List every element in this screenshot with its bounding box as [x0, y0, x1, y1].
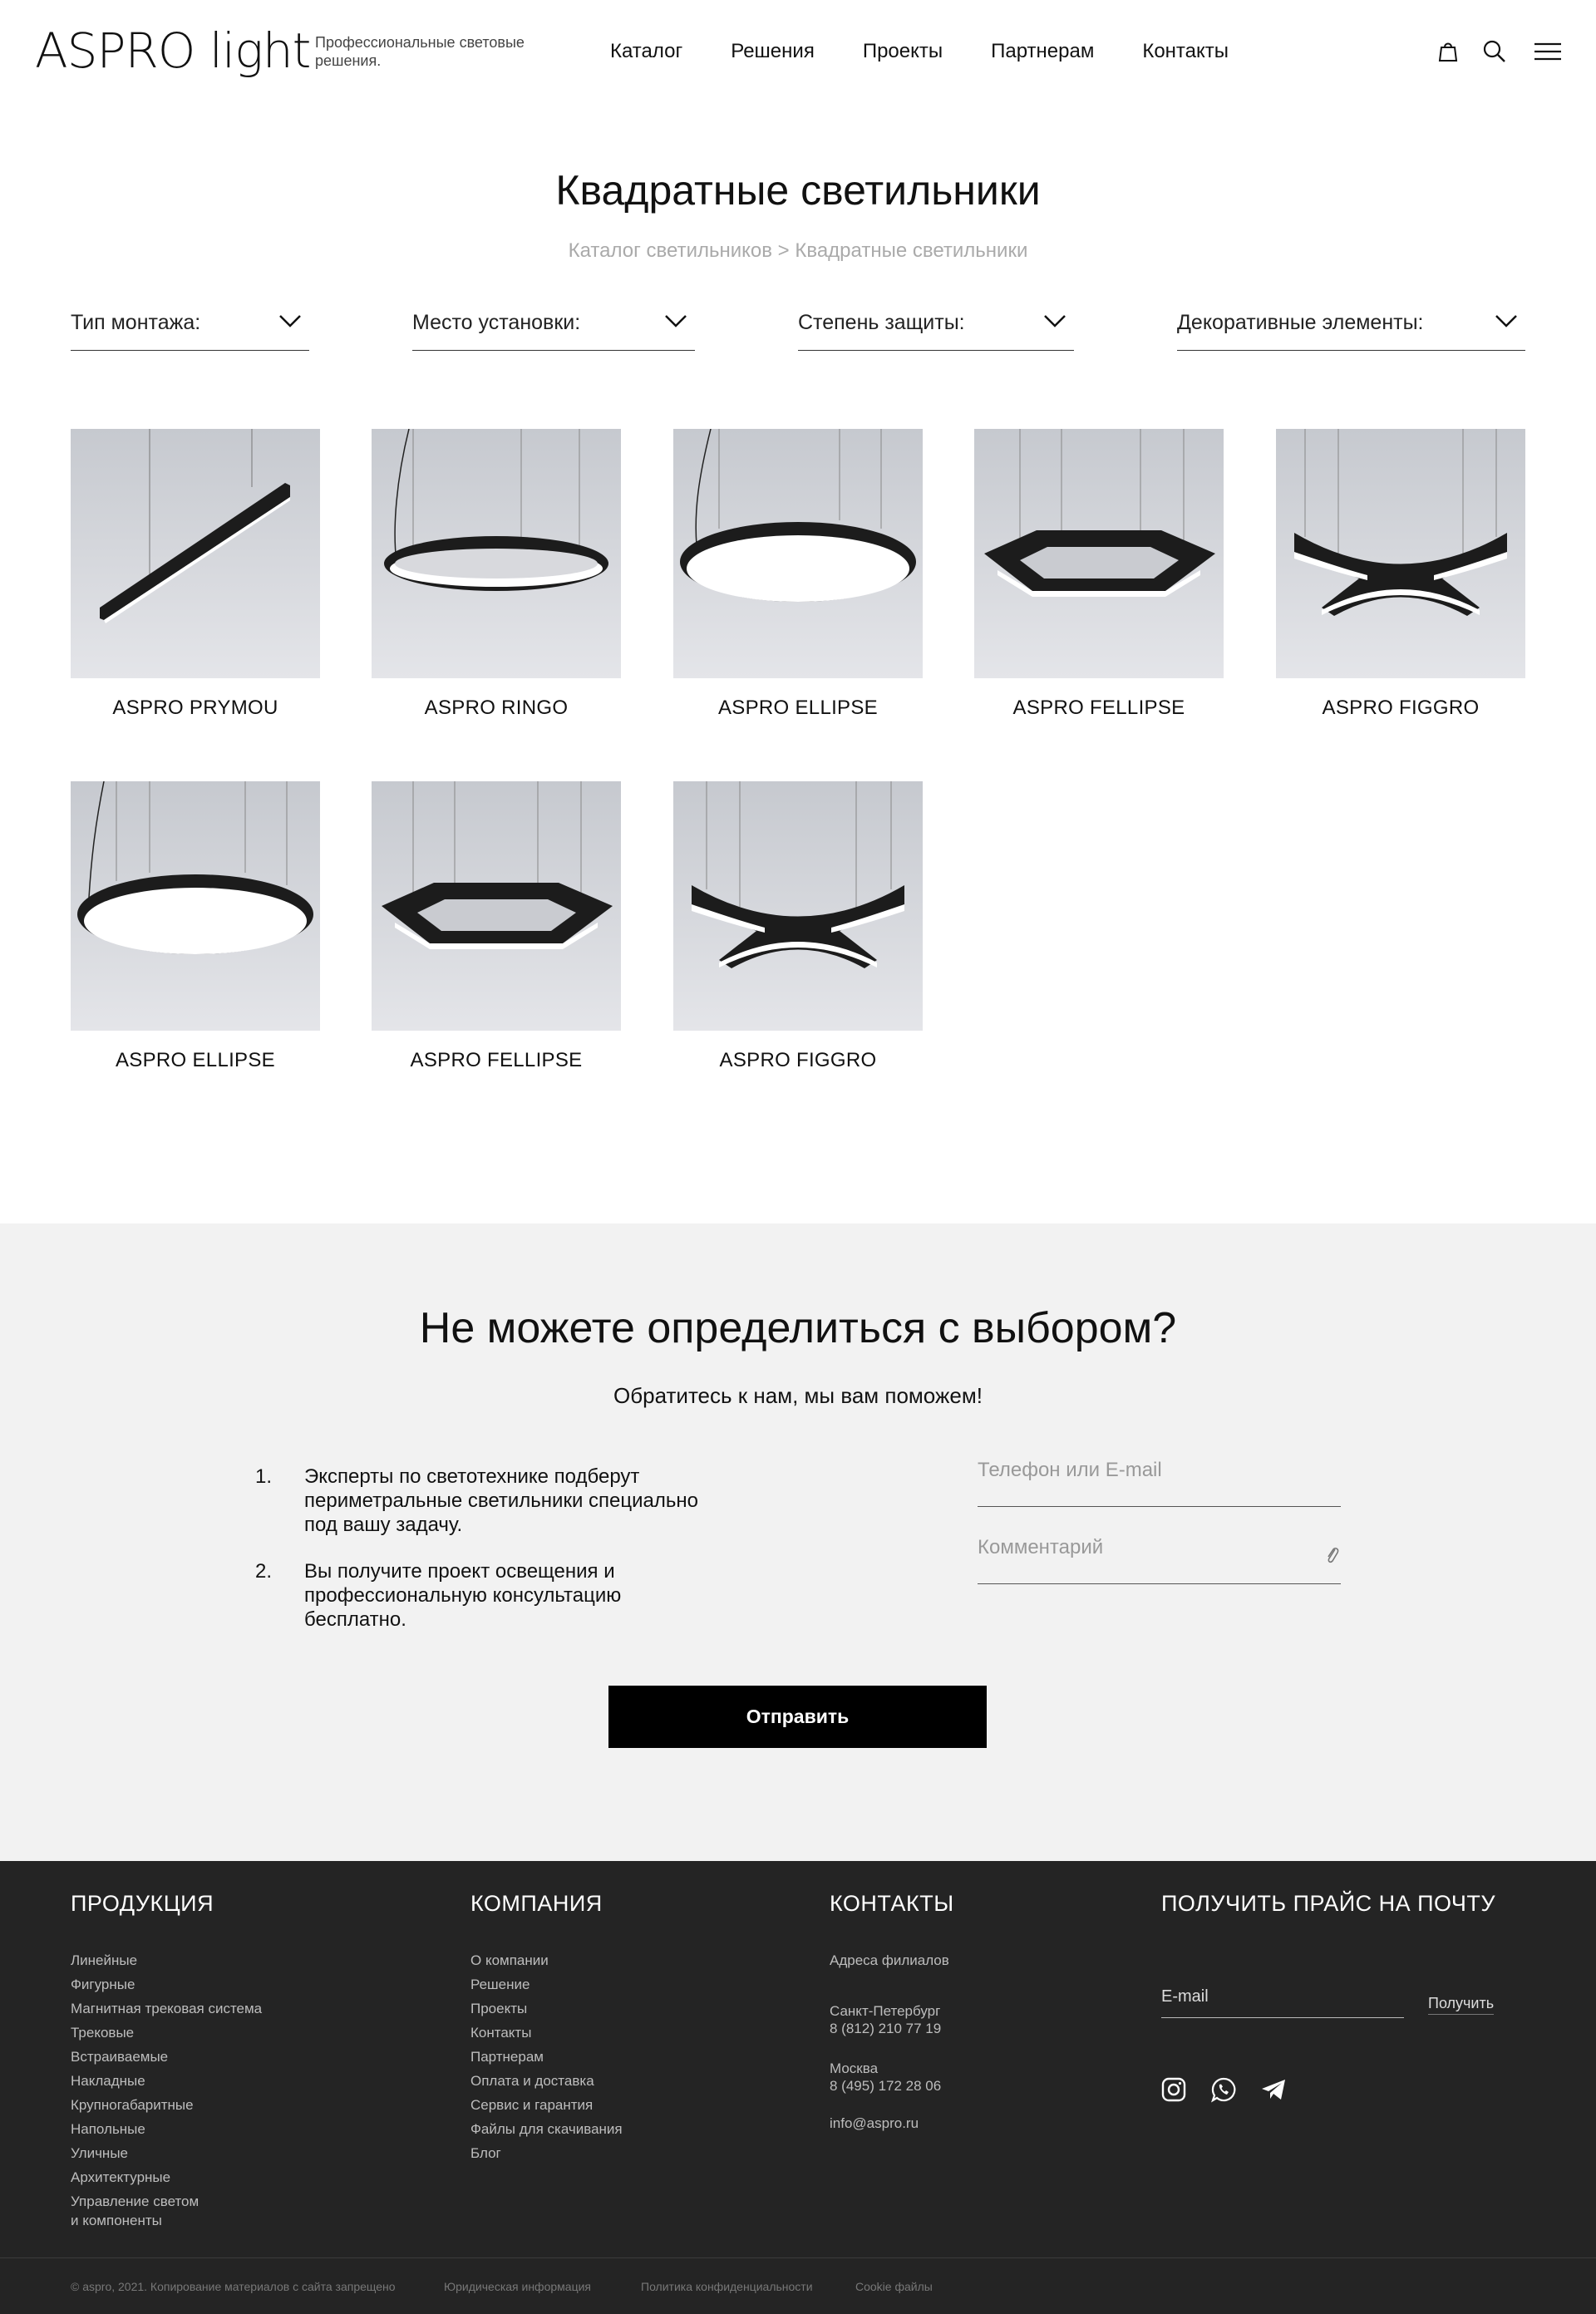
- product-image[interactable]: [673, 429, 923, 678]
- main-nav: [610, 38, 1277, 65]
- instagram-icon[interactable]: [1160, 2076, 1187, 2103]
- price-email-field[interactable]: [1161, 1987, 1404, 2018]
- filter-label: Место установки:: [412, 311, 581, 334]
- filter-label: Степень защиты:: [798, 311, 965, 334]
- footer-link[interactable]: Линейные: [71, 1952, 138, 1968]
- step-text: Эксперты по светотехнике подберут периметральные светильники специально под вашу задачу.: [304, 1465, 698, 1536]
- footer-link[interactable]: Архитектурные: [71, 2169, 171, 2185]
- paperclip-icon[interactable]: [1324, 1544, 1341, 1566]
- product-card[interactable]: [71, 781, 320, 1072]
- chevron-down-icon: [663, 313, 688, 329]
- page-title: Квадратные светильники: [555, 167, 1041, 214]
- footer-link[interactable]: Решение: [470, 1977, 530, 1992]
- product-card[interactable]: [1276, 429, 1525, 720]
- whatsapp-icon[interactable]: [1210, 2076, 1237, 2103]
- product-name[interactable]: ASPRO FIGGRO: [719, 1049, 877, 1071]
- comment-field[interactable]: [978, 1524, 1341, 1584]
- filter-label: Тип монтажа:: [71, 311, 201, 334]
- nav-partners[interactable]: Партнерам: [991, 40, 1095, 62]
- chevron-down-icon: [278, 313, 303, 329]
- menu-icon[interactable]: [1533, 38, 1563, 65]
- footer-company-title: КОМПАНИЯ: [470, 1891, 603, 1916]
- chevron-down-icon: [1494, 313, 1519, 329]
- submit-button[interactable]: Отправить: [608, 1686, 987, 1748]
- tagline: Профессиональные световые решения.: [315, 34, 525, 69]
- footer-link[interactable]: Накладные: [71, 2073, 145, 2089]
- step-number: 1.: [255, 1465, 273, 1488]
- step-text: Вы получите проект освещения и профессиональную консультацию бесплатно.: [304, 1560, 622, 1631]
- footer-link[interactable]: Файлы для скачивания: [470, 2121, 623, 2137]
- footer-link[interactable]: Партнерам: [470, 2049, 544, 2065]
- product-card[interactable]: [673, 781, 923, 1072]
- product-name[interactable]: ASPRO FELLIPSE: [1012, 697, 1185, 719]
- nav-contacts[interactable]: Контакты: [1142, 40, 1229, 62]
- footer-divider: [0, 2257, 1596, 2258]
- product-image[interactable]: [372, 429, 621, 678]
- footer-link[interactable]: Крупногабаритные: [71, 2097, 194, 2113]
- site-footer: [0, 1861, 1596, 2314]
- footer-link[interactable]: Встраиваемые: [71, 2049, 169, 2065]
- footer-products-title: ПРОДУКЦИЯ: [71, 1891, 214, 1916]
- branches-link[interactable]: Адреса филиалов: [830, 1952, 949, 1968]
- search-icon[interactable]: [1481, 38, 1508, 65]
- product-name[interactable]: ASPRO PRYMOU: [112, 697, 278, 719]
- step-number: 2.: [255, 1560, 273, 1583]
- email-link[interactable]: info@aspro.ru: [830, 2115, 919, 2131]
- footer-price: [1161, 1891, 1495, 1948]
- cta-subtitle: Обратитесь к нам, мы вам поможем!: [613, 1383, 983, 1408]
- telegram-icon[interactable]: [1260, 2076, 1287, 2103]
- comment-input[interactable]: [978, 1524, 1310, 1559]
- footer-contacts: [830, 1891, 954, 2135]
- consultation-section: [0, 1223, 1596, 1861]
- msk-phone[interactable]: 8 (495) 172 28 06: [830, 2078, 942, 2094]
- contact-input[interactable]: [978, 1447, 1341, 1482]
- privacy-link[interactable]: Политика конфиденциальности: [641, 2280, 813, 2293]
- logo[interactable]: ASPRO light: [35, 22, 311, 79]
- product-image[interactable]: [71, 429, 320, 678]
- footer-link[interactable]: Оплата и доставка: [470, 2073, 594, 2089]
- filter-install-place[interactable]: [412, 303, 695, 351]
- footer-price-title: ПОЛУЧИТЬ ПРАЙС НА ПОЧТУ: [1161, 1891, 1496, 1916]
- footer-contacts-title: КОНТАКТЫ: [830, 1891, 954, 1916]
- copyright: © aspro, 2021. Копирование материалов с сайта запрещено: [71, 2280, 396, 2293]
- site-header: [0, 0, 1596, 104]
- nav-solutions[interactable]: Решения: [731, 40, 815, 62]
- filter-protection[interactable]: [798, 303, 1074, 351]
- product-name[interactable]: ASPRO RINGO: [424, 697, 569, 719]
- footer-link[interactable]: Напольные: [71, 2121, 145, 2137]
- footer-link[interactable]: Уличные: [71, 2145, 128, 2161]
- spb-phone[interactable]: 8 (812) 210 77 19: [830, 2021, 942, 2036]
- product-image[interactable]: [673, 781, 923, 1031]
- legal-link[interactable]: Юридическая информация: [444, 2280, 591, 2293]
- product-name[interactable]: ASPRO ELLIPSE: [116, 1049, 275, 1071]
- footer-link[interactable]: Проекты: [470, 2001, 528, 2016]
- product-name[interactable]: ASPRO FELLIPSE: [410, 1049, 583, 1071]
- product-card[interactable]: [673, 429, 923, 720]
- product-image[interactable]: [974, 429, 1224, 678]
- footer-link[interactable]: Трековые: [71, 2025, 135, 2041]
- product-card[interactable]: [372, 781, 621, 1072]
- filter-decorative[interactable]: [1177, 303, 1525, 351]
- get-price-button[interactable]: Получить: [1428, 1995, 1494, 2015]
- nav-projects[interactable]: Проекты: [862, 40, 943, 62]
- footer-link[interactable]: Блог: [470, 2145, 501, 2161]
- nav-catalog[interactable]: Каталог: [610, 40, 683, 62]
- footer-link[interactable]: Управление светом и компоненты: [71, 2193, 200, 2228]
- spb-city: Санкт-Петербург: [830, 2003, 941, 2019]
- footer-link[interactable]: Контакты: [470, 2025, 532, 2041]
- filter-mount-type[interactable]: [71, 303, 309, 351]
- breadcrumb[interactable]: Каталог светильников > Квадратные светильники: [568, 239, 1028, 262]
- product-image[interactable]: [71, 781, 320, 1031]
- chevron-down-icon: [1042, 313, 1067, 329]
- cookies-link[interactable]: Cookie файлы: [855, 2280, 933, 2293]
- product-image[interactable]: [1276, 429, 1525, 678]
- product-name[interactable]: ASPRO ELLIPSE: [718, 697, 878, 719]
- footer-company: [470, 1891, 623, 2165]
- product-card[interactable]: [974, 429, 1224, 720]
- footer-link[interactable]: Сервис и гарантия: [470, 2097, 594, 2113]
- product-image[interactable]: [372, 781, 621, 1031]
- product-card[interactable]: [71, 429, 320, 720]
- footer-link[interactable]: О компании: [470, 1952, 549, 1968]
- price-email-input[interactable]: [1161, 1987, 1404, 2006]
- filter-label: Декоративные элементы:: [1177, 311, 1424, 334]
- cta-title: Не можете определиться с выбором?: [419, 1304, 1177, 1352]
- contact-field[interactable]: [978, 1447, 1341, 1507]
- product-name[interactable]: ASPRO FIGGRO: [1322, 697, 1480, 719]
- footer-link[interactable]: Магнитная трековая система: [71, 2001, 263, 2016]
- msk-city: Москва: [830, 2060, 879, 2076]
- footer-products: [71, 1891, 262, 2230]
- footer-link[interactable]: Фигурные: [71, 1977, 135, 1992]
- bag-icon[interactable]: [1435, 38, 1461, 65]
- product-card[interactable]: [372, 429, 621, 720]
